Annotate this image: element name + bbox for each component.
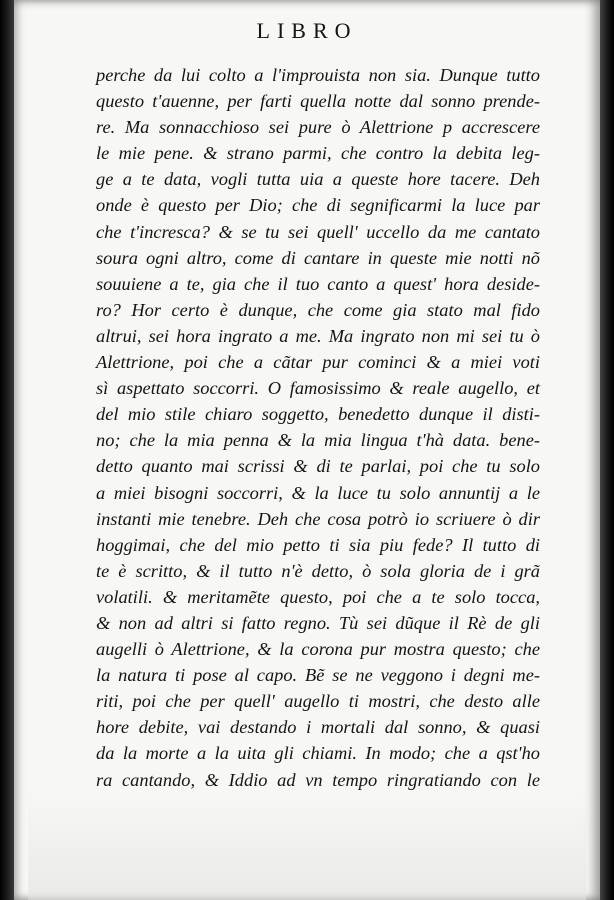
text-line: Alettrione, poi che a cãtar pur cominci & a miei voti: [96, 352, 540, 373]
text-line: la natura ti pose al capo. Bẽ se ne veggono i degni me-: [96, 665, 540, 686]
text-line: perche da lui colto a l'improuista non sia. Dunque tutto: [96, 65, 540, 85]
right-page-edge: [600, 0, 614, 900]
text-line: no; che la mia penna & la mia lingua t'hà data. bene-: [96, 430, 540, 451]
text-line: instanti mie tenebre. Deh che cosa potrò io scriuere ò dir: [96, 508, 540, 529]
body-text: [96, 62, 540, 793]
page-bottom-shade: [28, 790, 586, 900]
text-line: detto quanto mai scrissi & di te parlai, poi che tu solo: [96, 456, 540, 477]
text-line: da la morte a la uita gli chiami. In modo; che a qst'ho: [96, 743, 540, 764]
text-line: volatili. & meritamẽte questo, poi che a te solo tocca,: [96, 586, 540, 607]
text-line: & non ad altri si fatto regno. Tù sei dũque il Rè de gli: [96, 612, 540, 633]
text-line: augelli ò Alettrione, & la corona pur mostra questo; che: [96, 639, 540, 660]
text-line: soura ogni altro, come di cantare in queste mie notti nõ: [96, 247, 540, 268]
book-page: [14, 0, 600, 900]
text-line: sì aspettato soccorri. O famosissimo & reale augello, et: [96, 378, 540, 399]
text-line: del mio stile chiaro soggetto, benedetto dunque il disti-: [96, 404, 540, 425]
text-line: ge a te data, vogli tutta uia a queste hore tacere. Deh: [96, 169, 540, 190]
text-line: te è scritto, & il tutto n'è detto, ò sola gloria de i grã: [96, 560, 540, 581]
text-line: re. Ma sonnacchioso sei pure ò Alettrione p accrescere: [96, 117, 540, 138]
text-line: questo t'auenne, per farti quella notte dal sonno prende-: [96, 91, 540, 112]
text-line: ro? Hor certo è dunque, che come gia stato mal fido: [96, 299, 540, 320]
text-line: onde è questo per Dio; che di segnificarmi la luce par: [96, 195, 540, 216]
text-line: altrui, sei hora ingrato a me. Ma ingrato non mi sei tu ò: [96, 325, 540, 346]
text-line: ra cantando, & Iddio ad vn tempo ringratiando con le: [96, 769, 540, 790]
running-header: LIBRO: [256, 18, 358, 43]
text-line: che t'incresca? & se tu sei quell' uccello da me cantato: [96, 221, 540, 242]
text-line: hoggimai, che del mio petto ti sia piu fede? Il tutto di: [96, 534, 540, 555]
text-line: a miei bisogni soccorri, & la luce tu solo annuntij a le: [96, 482, 540, 503]
left-page-edge: [0, 0, 14, 900]
text-line: hore debite, vai destando i mortali dal sonno, & quasi: [96, 717, 540, 738]
text-line: souuiene a te, gia che il tuo canto a quest' hora deside-: [96, 273, 540, 294]
text-line: riti, poi che per quell' augello ti mostri, che desto alle: [96, 691, 540, 712]
text-line: le mie pene. & strano parmi, che contro la debita leg-: [96, 143, 540, 164]
